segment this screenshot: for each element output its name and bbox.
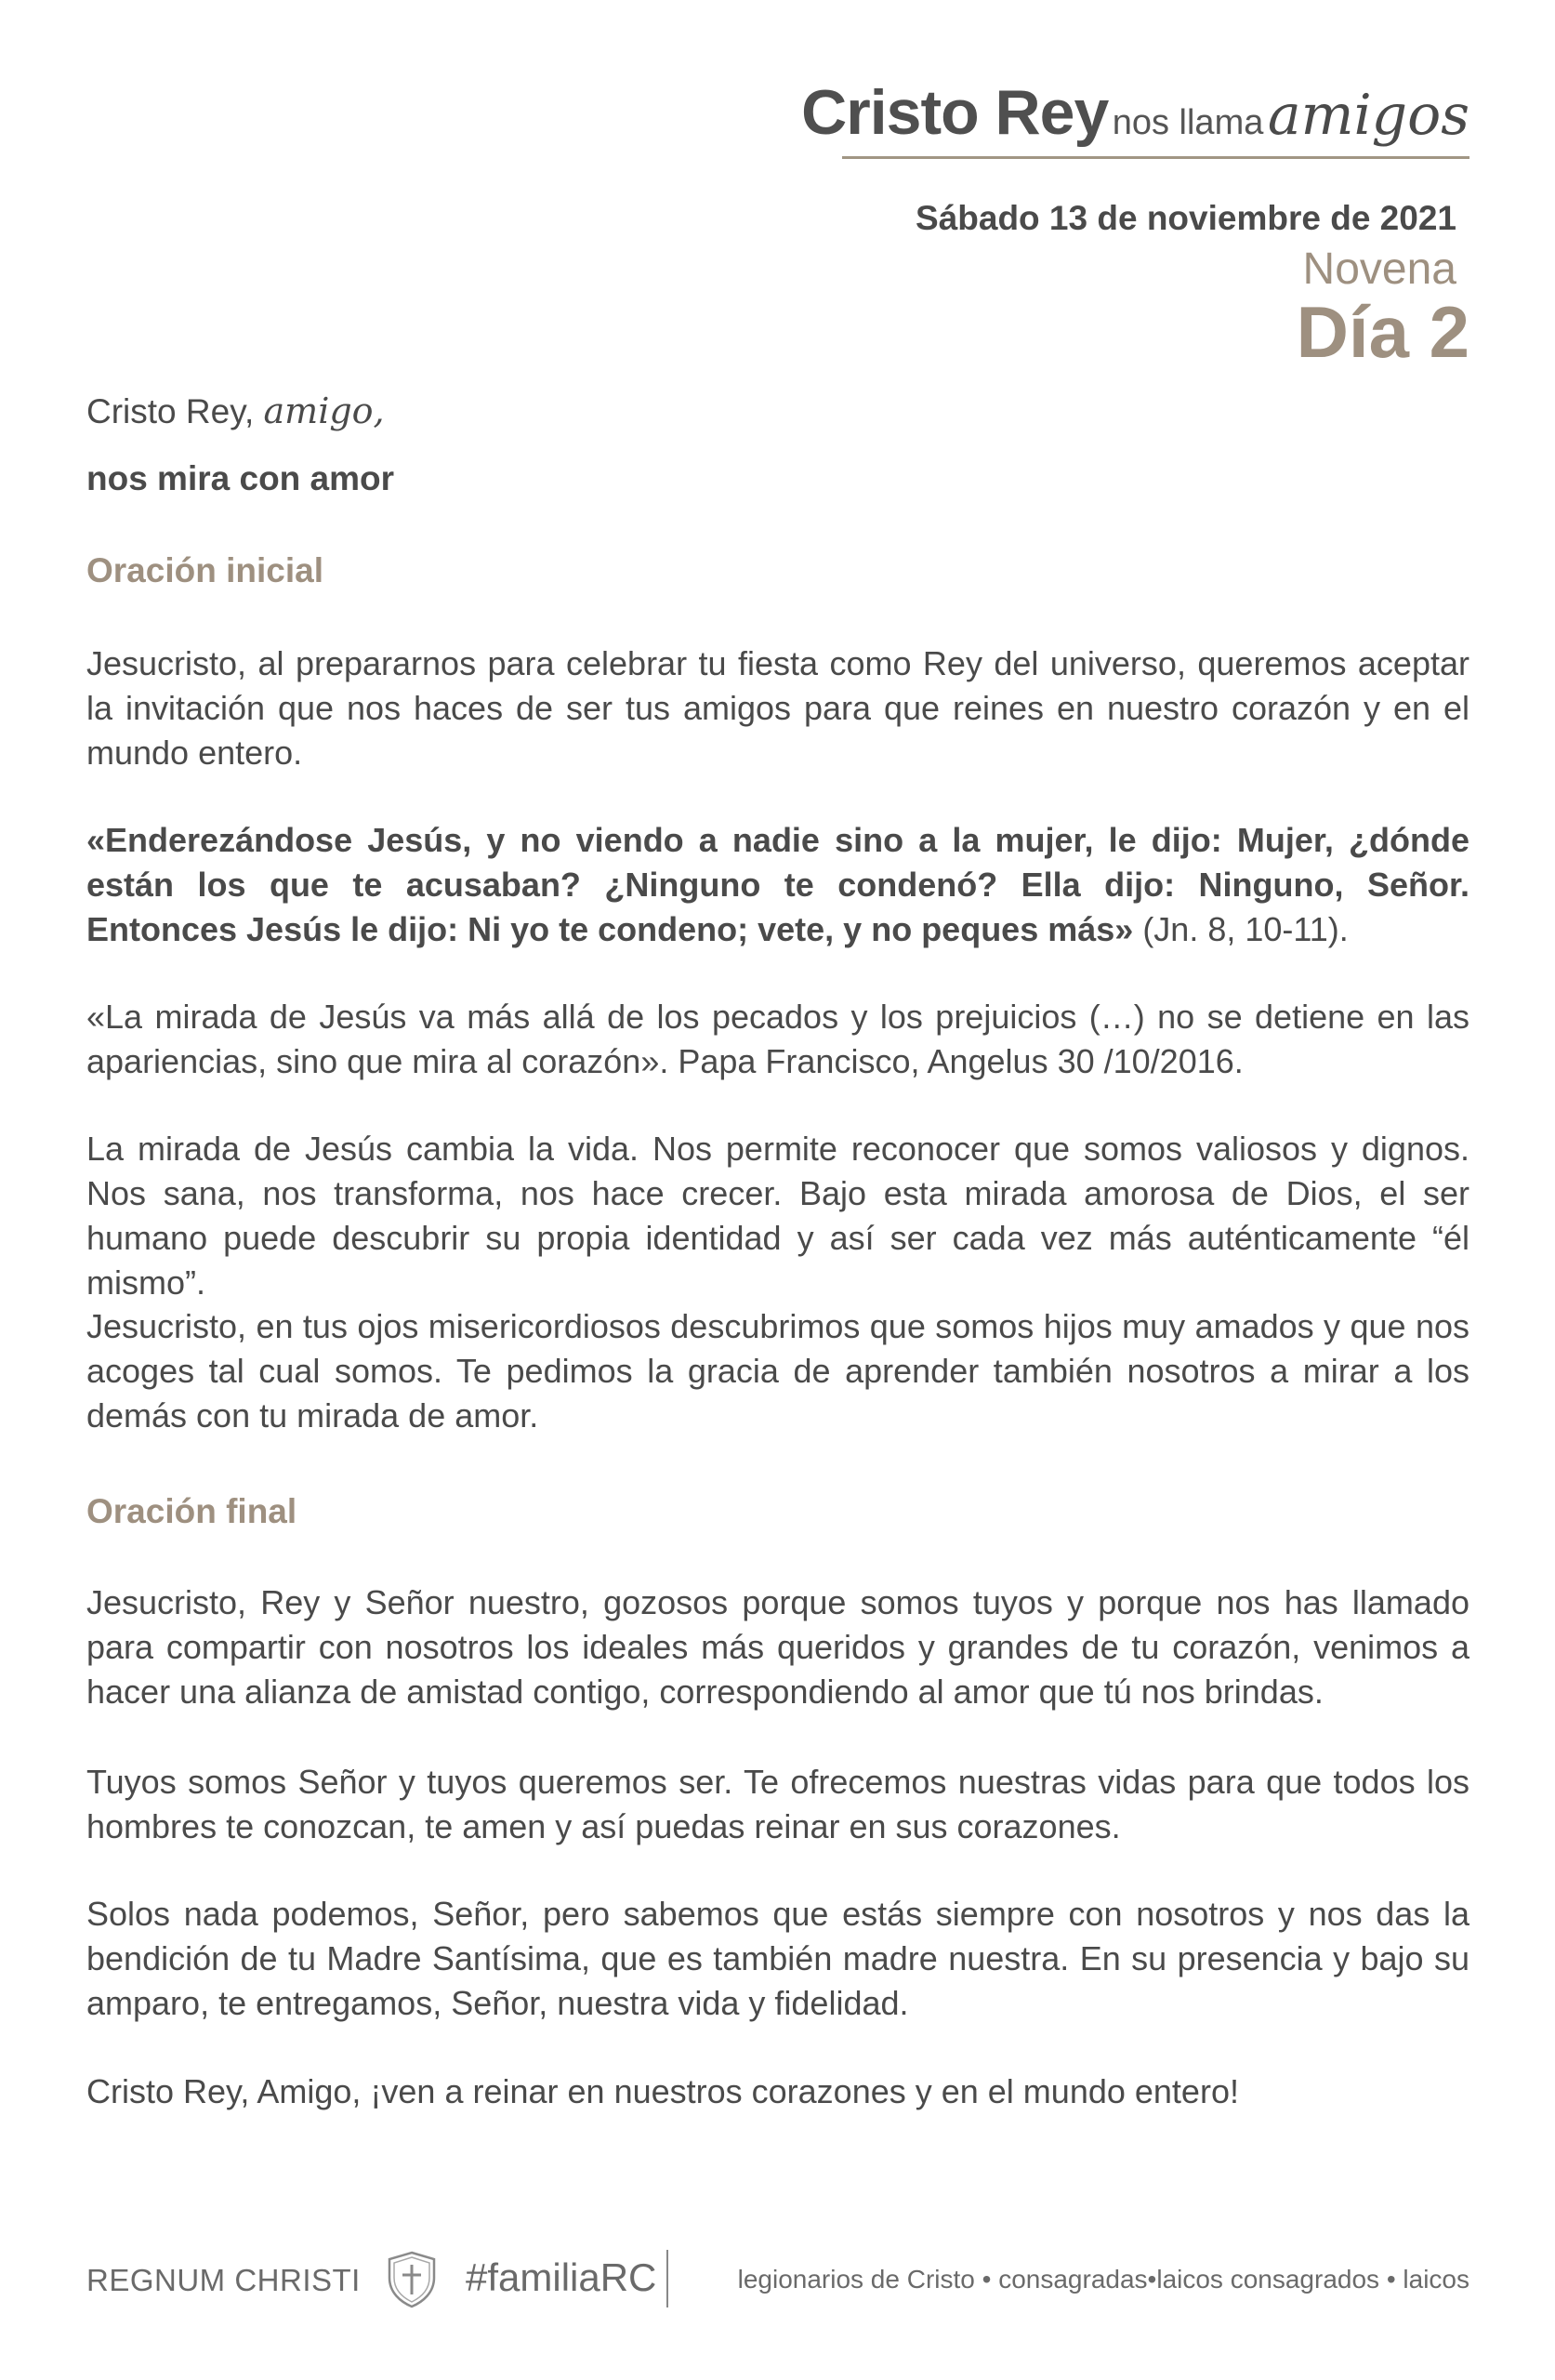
- heading-oracion-inicial: Oración inicial: [86, 551, 323, 589]
- gospel-quote: «Enderezándose Jesús, y no viendo a nadie sino a la mujer, le dijo: Mujer, ¿dónde están los que te acusaban? ¿Ninguno te condenó? Ella dijo: Ninguno, Señor. Entonces Jesús le dijo: Ni yo te condeno; vete, y no peques más»: [86, 821, 1469, 948]
- paragraph-7: Tuyos somos Señor y tuyos queremos ser. Te ofrecemos nuestras vidas para que todos los hombres te conozcan, te amen y así puedas reinar en sus corazones.: [86, 1763, 1469, 1845]
- brand-header: [801, 76, 1469, 149]
- regnum-christi-label: REGNUM CHRISTI: [86, 2263, 361, 2297]
- footer-divider: [666, 2250, 668, 2307]
- date-line: Sábado 13 de noviembre de 2021: [916, 199, 1456, 237]
- paragraph-9: Cristo Rey, Amigo, ¡ven a reinar en nuestros corazones y en el mundo entero!: [86, 2072, 1239, 2110]
- day-label: Día 2: [1296, 291, 1469, 373]
- paragraph-2: [86, 818, 1469, 952]
- brand-divider: [842, 156, 1469, 159]
- brand-script: amigos: [1267, 83, 1469, 148]
- paragraph-8: Solos nada podemos, Señor, pero sabemos que estás siempre con nosotros y nos das la bendición de tu Madre Santísima, que es también madre nuestra. En su presencia y bajo su amparo, te entregamos, Señor, nuestra vida y fidelidad.: [86, 1895, 1469, 2022]
- regnum-christi-shield-icon: [386, 2250, 438, 2309]
- gospel-reference: (Jn. 8, 10-11).: [1133, 910, 1349, 948]
- brand-main: Cristo Rey: [801, 77, 1109, 148]
- title-script: amigo,: [263, 390, 385, 431]
- hashtag-label: #familiaRC: [466, 2255, 657, 2299]
- paragraph-6: Jesucristo, Rey y Señor nuestro, gozosos porque somos tuyos y porque nos has llamado para compartir con nosotros los ideales más queridos y grandes de tu corazón, venimos a hacer una alianza de amistad contigo, correspondiendo al amor que tú nos brindas.: [86, 1583, 1469, 1711]
- novena-label: Novena: [1302, 245, 1456, 294]
- footer: [86, 2250, 1469, 2315]
- paragraph-4: La mirada de Jesús cambia la vida. Nos permite reconocer que somos valiosos y dignos. Nos sana, nos transforma, nos hace crecer. Bajo esta mirada amorosa de Dios, el ser humano puede descubrir su propia identidad y así ser cada vez más auténticamente “él mismo”.: [86, 1130, 1469, 1302]
- title-line-1: [86, 390, 385, 431]
- brand-mid: nos llama: [1112, 103, 1264, 142]
- paragraph-3: «La mirada de Jesús va más allá de los pecados y los prejuicios (…) no se detiene en las apariencias, sino que mira al corazón». Papa Francisco, Angelus 30 /10/2016.: [86, 998, 1469, 1080]
- title-prefix: Cristo Rey,: [86, 392, 255, 430]
- heading-oracion-final: Oración final: [86, 1492, 297, 1530]
- paragraph-5: Jesucristo, en tus ojos misericordiosos descubrimos que somos hijos muy amados y que nos acoges tal cual somos. Te pedimos la gracia de aprender también nosotros a mirar a los demás con tu mirada de amor.: [86, 1307, 1469, 1435]
- footer-branches: legionarios de Cristo • consagradas•laicos consagrados • laicos: [737, 2265, 1469, 2294]
- paragraph-1: Jesucristo, al prepararnos para celebrar tu fiesta como Rey del universo, queremos aceptar la invitación que nos haces de ser tus amigos para que reines en nuestro corazón y en el mundo entero.: [86, 644, 1469, 772]
- title-line-2: nos mira con amor: [86, 459, 395, 497]
